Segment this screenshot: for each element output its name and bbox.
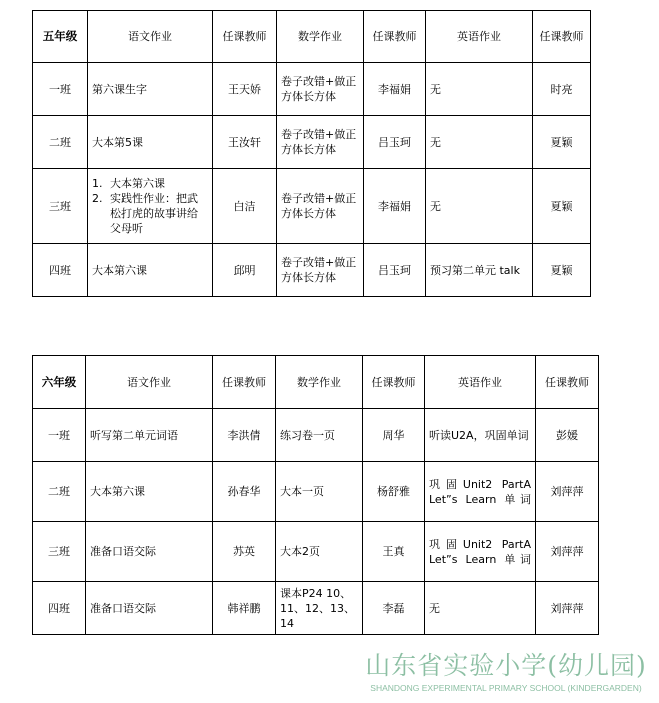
chinese-teacher: 韩祥鹏 [213,582,276,635]
english-teacher: 刘萍萍 [536,522,599,582]
chinese-teacher: 李洪倩 [213,409,276,462]
english-teacher: 时亮 [533,63,591,116]
math-homework: 卷子改错+做正方体长方体 [277,63,364,116]
english-teacher: 夏颖 [533,116,591,169]
class-name: 四班 [33,582,86,635]
table-row [33,582,599,635]
class-name: 二班 [33,462,86,522]
math-homework: 课本P24 10、11、12、13、14 [276,582,363,635]
grade6-homework-table [32,355,599,635]
chinese-teacher: 白洁 [213,169,277,244]
table-row [33,409,599,462]
math-homework: 卷子改错+做正方体长方体 [277,116,364,169]
column-header: 语文作业 [86,356,213,409]
english-homework: 巩固Unit2 PartA Let”s Learn 单词 [425,522,536,582]
table-header-row [33,356,599,409]
table-row [33,116,591,169]
class-name: 二班 [33,116,88,169]
table-row [33,522,599,582]
chinese-homework: 大本第六课 [86,462,213,522]
chinese-teacher: 孙春华 [213,462,276,522]
english-teacher: 夏颖 [533,244,591,297]
class-name: 一班 [33,409,86,462]
english-homework: 无 [426,63,533,116]
class-name: 一班 [33,63,88,116]
column-header: 语文作业 [88,11,213,63]
math-homework: 大本一页 [276,462,363,522]
chinese-teacher: 王天娇 [213,63,277,116]
chinese-teacher: 苏英 [213,522,276,582]
chinese-homework: 准备口语交际 [86,522,213,582]
math-teacher: 杨舒雅 [363,462,425,522]
column-header: 任课教师 [533,11,591,63]
chinese-teacher: 王汝轩 [213,116,277,169]
class-name: 四班 [33,244,88,297]
column-header: 数学作业 [276,356,363,409]
chinese-homework: 大本第六课 [88,244,213,297]
english-teacher: 彭媛 [536,409,599,462]
math-homework: 卷子改错+做正方体长方体 [277,169,364,244]
math-homework: 练习卷一页 [276,409,363,462]
chinese-homework: 听写第二单元词语 [86,409,213,462]
math-teacher: 李福娟 [364,169,426,244]
english-homework: 无 [425,582,536,635]
english-homework: 巩固Unit2 PartA Let”s Learn 单词 [425,462,536,522]
math-homework: 大本2页 [276,522,363,582]
column-header: 任课教师 [364,11,426,63]
column-header: 英语作业 [425,356,536,409]
column-header: 任课教师 [213,11,277,63]
chinese-homework: 第六课生字 [88,63,213,116]
grade-label: 五年级 [33,11,88,63]
english-homework: 无 [426,116,533,169]
list-item: 1. 大本第六课 [92,177,165,190]
class-name: 三班 [33,522,86,582]
english-teacher: 夏颖 [533,169,591,244]
school-logo [360,650,652,700]
math-teacher: 李磊 [363,582,425,635]
column-header: 任课教师 [213,356,276,409]
math-teacher: 吕玉珂 [364,244,426,297]
column-header: 英语作业 [426,11,533,63]
table-row [33,462,599,522]
column-header: 数学作业 [277,11,364,63]
chinese-homework: 大本第5课 [88,116,213,169]
table-row [33,244,591,297]
english-teacher: 刘萍萍 [536,582,599,635]
class-name: 三班 [33,169,88,244]
column-header: 任课教师 [363,356,425,409]
homework-list [92,176,208,236]
table-header-row [33,11,591,63]
english-homework: 无 [426,169,533,244]
english-teacher: 刘萍萍 [536,462,599,522]
math-teacher: 周华 [363,409,425,462]
chinese-teacher: 邱明 [213,244,277,297]
math-teacher: 王真 [363,522,425,582]
english-homework: 预习第二单元 talk [426,244,533,297]
grade5-homework-table [32,10,591,297]
school-logo-chinese: 山东省实验小学(幼儿园) [365,651,647,680]
english-homework: 听读U2A，巩固单词 [425,409,536,462]
chinese-homework: 准备口语交际 [86,582,213,635]
math-homework: 卷子改错+做正方体长方体 [277,244,364,297]
column-header: 任课教师 [536,356,599,409]
table-row [33,169,591,244]
grade-label: 六年级 [33,356,86,409]
list-item: 2. 实践性作业：把武松打虎的故事讲给父母听 [92,192,198,235]
school-logo-english: SHANDONG EXPERIMENTAL PRIMARY SCHOOL (KINDERGARDEN) [370,683,642,693]
math-teacher: 吕玉珂 [364,116,426,169]
chinese-homework [88,169,213,244]
math-teacher: 李福娟 [364,63,426,116]
table-row [33,63,591,116]
